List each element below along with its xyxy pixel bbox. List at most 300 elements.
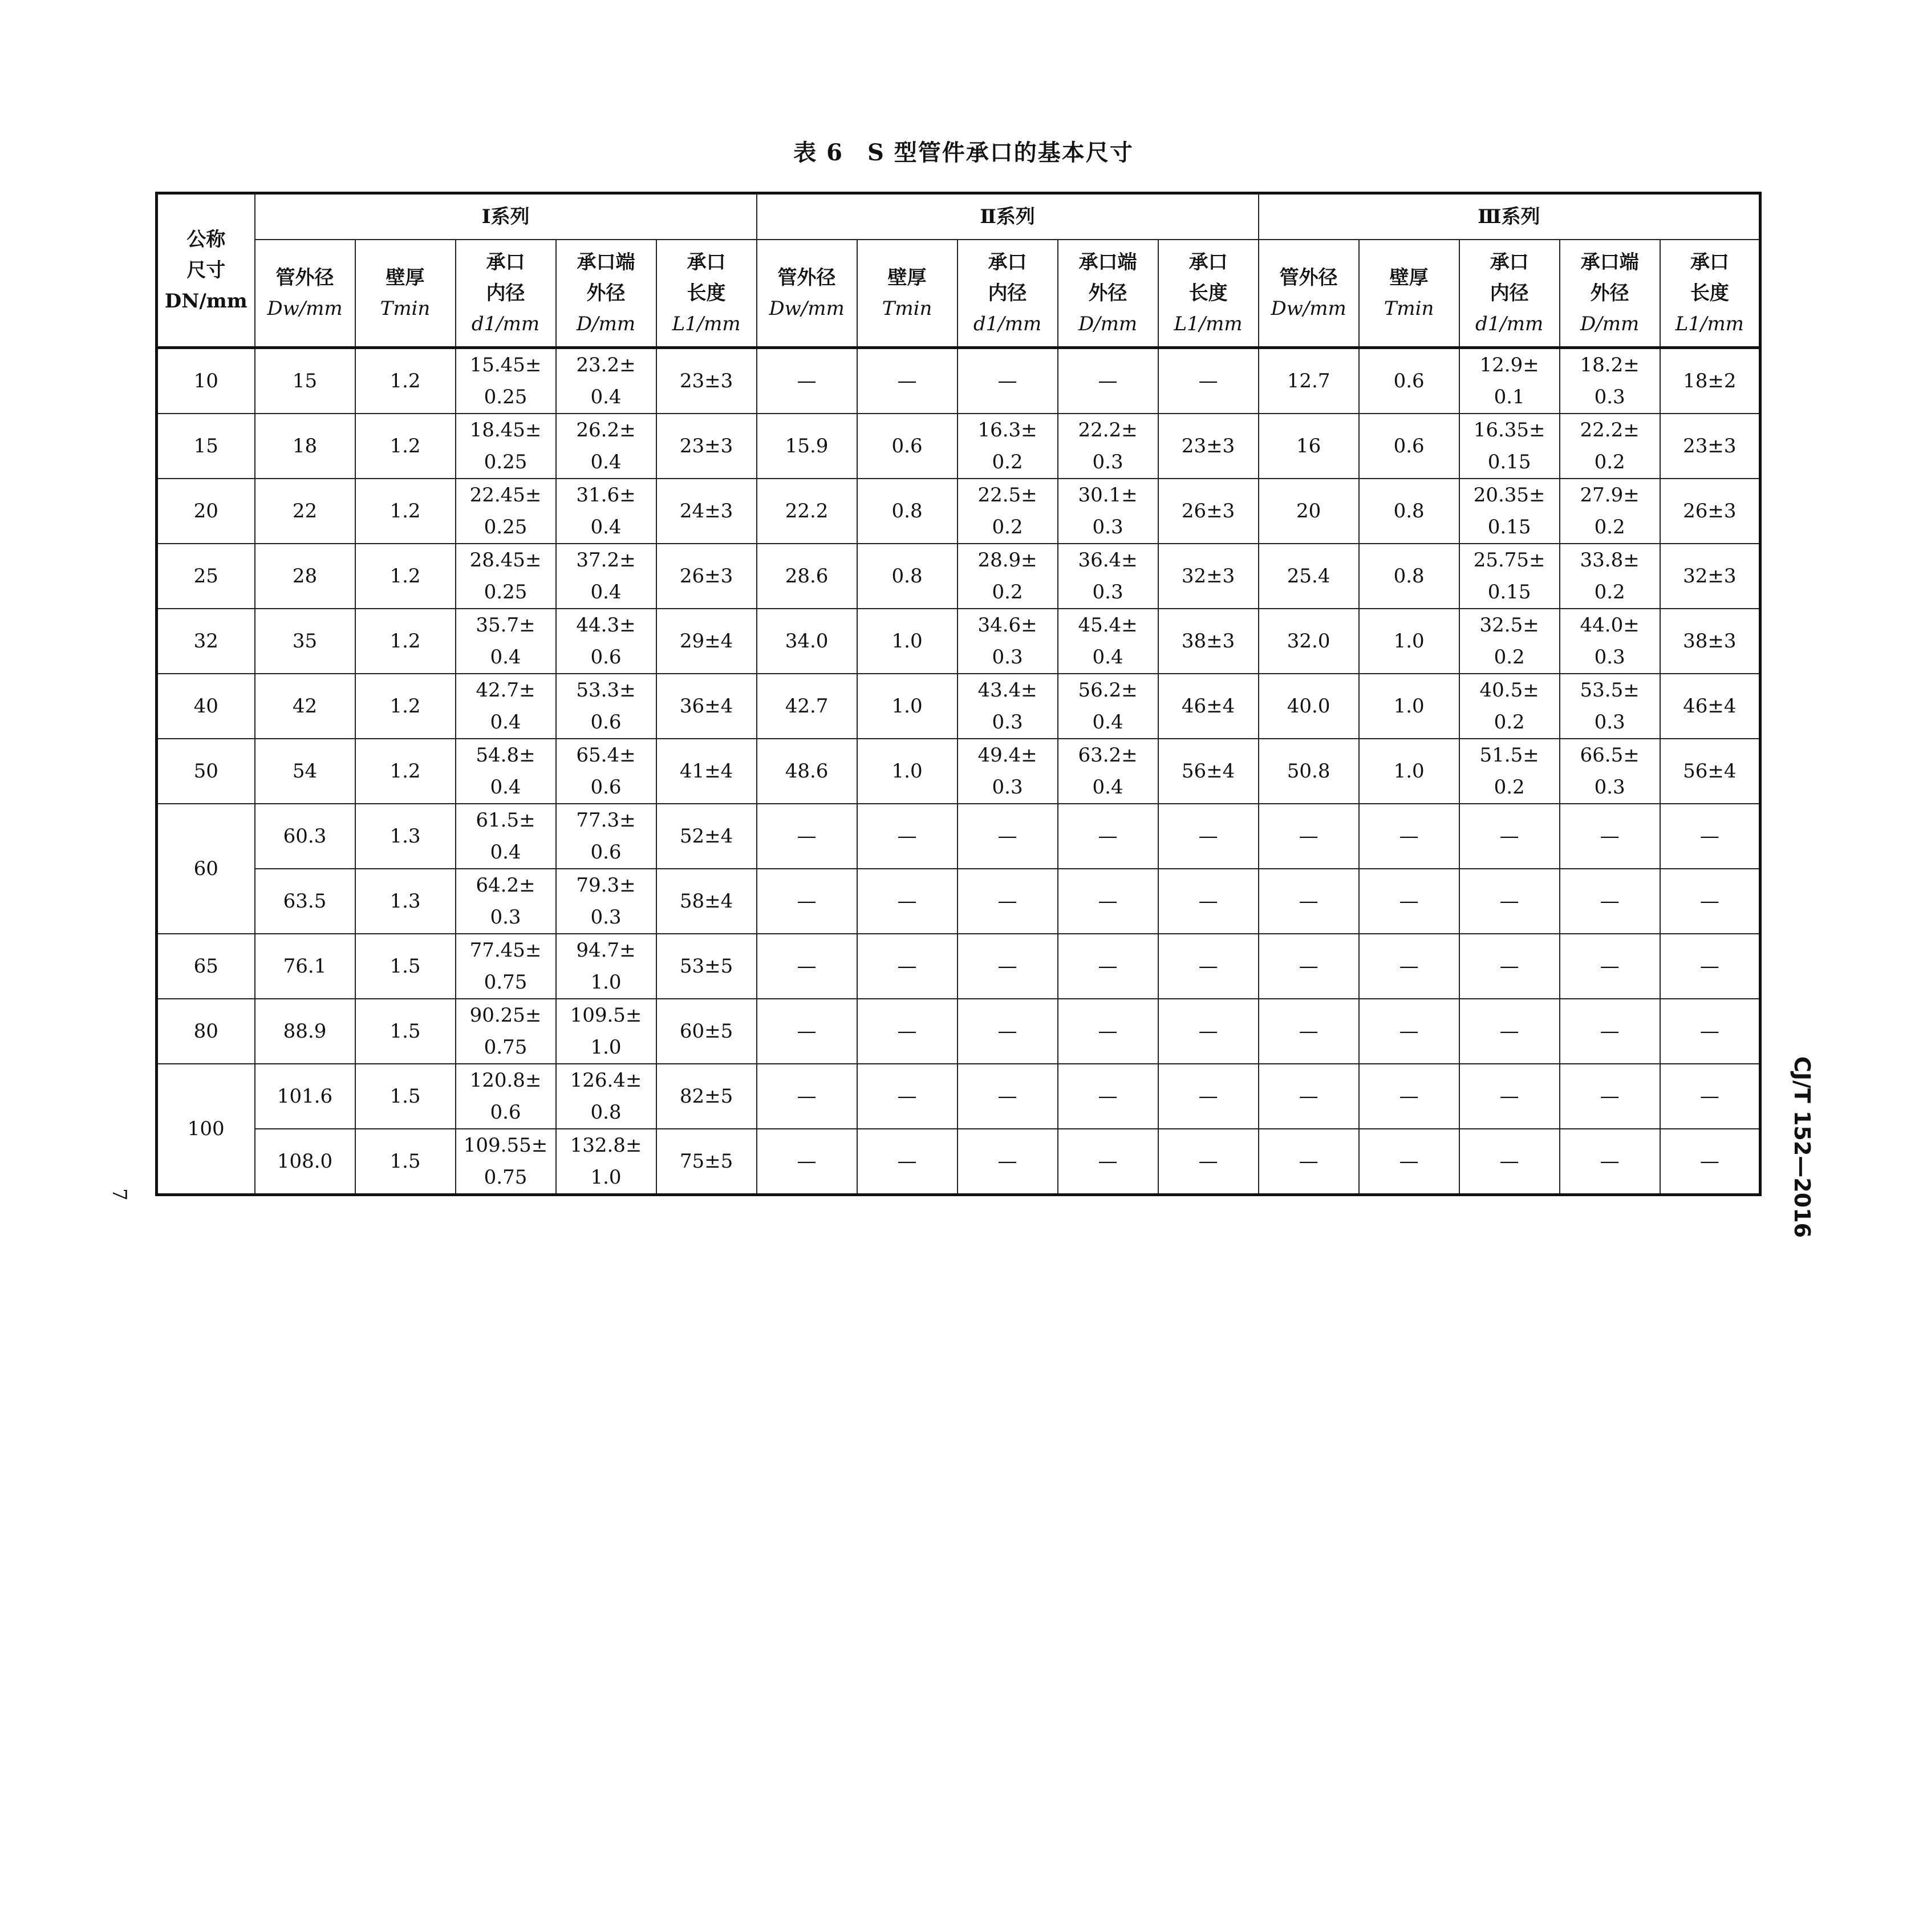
table-cell: 48.6 xyxy=(757,739,857,804)
page-number: 7 xyxy=(107,1188,131,1201)
cell-line: 32.5± xyxy=(1479,614,1539,637)
cell-line: 0.25 xyxy=(484,451,528,473)
table-cell: 1.0 xyxy=(1359,674,1459,739)
cell-line: 0.4 xyxy=(490,841,521,864)
cell-line: 0.25 xyxy=(484,516,528,538)
table-cell: 0.8 xyxy=(1359,479,1459,544)
table-cell: — xyxy=(1459,869,1560,934)
column-header-line: 承口 xyxy=(687,251,726,274)
cell-line: 79.3± xyxy=(576,874,636,897)
table-cell: 0.6 xyxy=(1359,348,1459,414)
table-cell xyxy=(456,609,556,674)
table-cell: — xyxy=(1058,869,1158,934)
column-header-line: 长度 xyxy=(1690,282,1729,305)
cell-line: 0.6 xyxy=(590,776,622,799)
column-header xyxy=(1058,240,1158,348)
table-cell: 1.0 xyxy=(1359,609,1459,674)
table-cell: — xyxy=(1259,804,1359,869)
table-cell: 22.2 xyxy=(757,479,857,544)
cell-line: 0.3 xyxy=(1092,516,1123,538)
cell-line: 0.75 xyxy=(484,1036,528,1059)
nominal-size-cell: 40 xyxy=(157,674,255,739)
table-cell: 56±4 xyxy=(1660,739,1760,804)
table-cell: — xyxy=(1660,1129,1760,1195)
table-cell: 23±3 xyxy=(656,414,757,479)
table-cell: — xyxy=(958,1064,1058,1129)
column-header-line: 内径 xyxy=(988,282,1027,305)
column-header xyxy=(958,240,1058,348)
table-cell: 38±3 xyxy=(1660,609,1760,674)
cell-line: 22.2± xyxy=(1580,419,1640,442)
column-header-line: 外径 xyxy=(586,282,626,305)
cell-line: 0.15 xyxy=(1487,516,1531,538)
cell-line: 0.15 xyxy=(1487,451,1531,473)
column-header-line: Tmin xyxy=(1384,297,1434,320)
table-cell xyxy=(1560,348,1660,414)
cell-line: 0.2 xyxy=(992,581,1023,604)
column-header-line: 壁厚 xyxy=(386,266,425,289)
table-cell: — xyxy=(1660,869,1760,934)
cell-line: 1.0 xyxy=(590,1166,622,1189)
table-cell xyxy=(1560,674,1660,739)
table-cell: — xyxy=(1359,934,1459,999)
table-cell xyxy=(556,544,656,609)
table-cell: 0.8 xyxy=(857,544,958,609)
table-cell: 26±3 xyxy=(656,544,757,609)
nominal-size-cell: 50 xyxy=(157,739,255,804)
cell-line: 30.1± xyxy=(1078,484,1138,507)
table-cell: — xyxy=(1560,869,1660,934)
cell-line: 61.5± xyxy=(476,809,535,832)
cell-line: 53.3± xyxy=(576,679,636,702)
table-cell xyxy=(1058,414,1158,479)
table-cell: — xyxy=(958,869,1058,934)
table-cell xyxy=(456,674,556,739)
table-row xyxy=(157,1129,1760,1195)
cell-line: 0.4 xyxy=(490,646,521,669)
table-cell: 23±3 xyxy=(1660,414,1760,479)
cell-line: 34.6± xyxy=(977,614,1037,637)
cell-line: 16.35± xyxy=(1473,419,1545,442)
table-cell: — xyxy=(1158,804,1259,869)
cell-line: 64.2± xyxy=(476,874,535,897)
cell-line: 26.2± xyxy=(576,419,636,442)
cell-line: 0.1 xyxy=(1494,386,1525,408)
column-header-line: 管外径 xyxy=(275,266,334,289)
cell-line: 12.9± xyxy=(1479,354,1539,376)
table-cell: 42.7 xyxy=(757,674,857,739)
table-row xyxy=(157,739,1760,804)
table-cell: 1.0 xyxy=(857,674,958,739)
table-cell xyxy=(958,414,1058,479)
table-cell: — xyxy=(1560,934,1660,999)
cell-line: 0.3 xyxy=(490,906,521,929)
table-cell: 32±3 xyxy=(1660,544,1760,609)
cell-line: 0.3 xyxy=(1594,776,1625,799)
cell-line: 0.6 xyxy=(590,841,622,864)
cell-line: 0.3 xyxy=(590,906,622,929)
table-cell: 108.0 xyxy=(255,1129,355,1195)
table-cell: 1.0 xyxy=(857,739,958,804)
table-row xyxy=(157,414,1760,479)
table-cell: — xyxy=(1158,1064,1259,1129)
table-cell: 12.7 xyxy=(1259,348,1359,414)
column-header-line: 长度 xyxy=(1188,282,1228,305)
column-header-line: D/mm xyxy=(1078,313,1138,335)
column-header-line: L1/mm xyxy=(1174,313,1243,335)
cell-line: 43.4± xyxy=(977,679,1037,702)
series-header-row xyxy=(157,193,1760,240)
nominal-header-line: 公称 xyxy=(186,228,226,251)
cell-line: 33.8± xyxy=(1580,549,1640,572)
cell-line: 0.2 xyxy=(1594,451,1625,473)
table-row xyxy=(157,1064,1760,1129)
column-header xyxy=(857,240,958,348)
table-cell: — xyxy=(857,1129,958,1195)
column-header-line: 外径 xyxy=(1590,282,1629,305)
column-header xyxy=(1660,240,1760,348)
table-cell: — xyxy=(1058,1064,1158,1129)
table-cell xyxy=(1560,479,1660,544)
table-cell: 1.2 xyxy=(355,414,456,479)
table-cell xyxy=(1058,739,1158,804)
table-cell: — xyxy=(958,1129,1058,1195)
series-header: Ⅰ系列 xyxy=(255,193,757,240)
table-cell: — xyxy=(1459,934,1560,999)
table-cell: 56±4 xyxy=(1158,739,1259,804)
table-cell: 53±5 xyxy=(656,934,757,999)
table-cell xyxy=(958,674,1058,739)
table-cell xyxy=(958,609,1058,674)
table-cell xyxy=(1459,544,1560,609)
table-cell: 88.9 xyxy=(255,999,355,1064)
cell-line: 0.6 xyxy=(490,1101,521,1124)
cell-line: 0.3 xyxy=(1594,711,1625,734)
table-cell: — xyxy=(1359,1064,1459,1129)
table-cell: 76.1 xyxy=(255,934,355,999)
table-cell: — xyxy=(1359,869,1459,934)
column-header xyxy=(656,240,757,348)
cell-line: 132.8± xyxy=(570,1134,642,1157)
column-header-line: 壁厚 xyxy=(887,266,927,289)
table-cell: 20 xyxy=(1259,479,1359,544)
column-header-line: Tmin xyxy=(380,297,431,320)
table-cell: — xyxy=(958,934,1058,999)
table-cell: — xyxy=(1660,999,1760,1064)
table-row xyxy=(157,804,1760,869)
table-cell: 60.3 xyxy=(255,804,355,869)
column-header-line: 内径 xyxy=(486,282,525,305)
table-cell xyxy=(958,479,1058,544)
cell-line: 37.2± xyxy=(576,549,636,572)
table-cell xyxy=(556,999,656,1064)
table-cell: 58±4 xyxy=(656,869,757,934)
table-cell xyxy=(1459,674,1560,739)
table-cell: — xyxy=(1459,804,1560,869)
table-cell xyxy=(456,999,556,1064)
table-cell xyxy=(556,934,656,999)
table-cell: — xyxy=(1158,869,1259,934)
cell-line: 20.35± xyxy=(1473,484,1545,507)
table-cell xyxy=(1560,739,1660,804)
table-cell xyxy=(456,869,556,934)
table-row xyxy=(157,934,1760,999)
table-cell: 60±5 xyxy=(656,999,757,1064)
table-cell: 34.0 xyxy=(757,609,857,674)
column-header-line: L1/mm xyxy=(1675,313,1744,335)
table-cell: 23±3 xyxy=(1158,414,1259,479)
table-cell: — xyxy=(1158,999,1259,1064)
table-cell: 1.2 xyxy=(355,348,456,414)
column-header-line: Dw/mm xyxy=(1271,297,1346,320)
table-cell xyxy=(1560,414,1660,479)
cell-line: 56.2± xyxy=(1078,679,1138,702)
table-cell: 54 xyxy=(255,739,355,804)
table-cell: 35 xyxy=(255,609,355,674)
table-cell xyxy=(1459,414,1560,479)
column-header xyxy=(1359,240,1459,348)
table-cell: — xyxy=(1660,934,1760,999)
table-cell xyxy=(456,414,556,479)
cell-line: 0.2 xyxy=(1594,581,1625,604)
cell-line: 0.4 xyxy=(1092,711,1123,734)
column-header-line: 承口端 xyxy=(1078,251,1137,274)
table-cell: 36±4 xyxy=(656,674,757,739)
cell-line: 28.9± xyxy=(977,549,1037,572)
column-header xyxy=(556,240,656,348)
table-cell: — xyxy=(757,1129,857,1195)
table-cell: — xyxy=(1359,1129,1459,1195)
cell-line: 109.5± xyxy=(570,1004,642,1027)
cell-line: 0.3 xyxy=(1594,646,1625,669)
nominal-size-cell: 32 xyxy=(157,609,255,674)
cell-line: 44.3± xyxy=(576,614,636,637)
table-cell xyxy=(556,1129,656,1195)
table-cell: 1.3 xyxy=(355,869,456,934)
cell-line: 0.75 xyxy=(484,971,528,994)
table-cell: — xyxy=(1560,1129,1660,1195)
table-cell xyxy=(556,804,656,869)
cell-line: 0.25 xyxy=(484,581,528,604)
table-cell xyxy=(456,1064,556,1129)
column-header xyxy=(1459,240,1560,348)
cell-line: 0.6 xyxy=(590,711,622,734)
table-cell: 26±3 xyxy=(1158,479,1259,544)
table-cell xyxy=(456,348,556,414)
cell-line: 0.4 xyxy=(490,776,521,799)
cell-line: 27.9± xyxy=(1580,484,1640,507)
table-cell: — xyxy=(857,869,958,934)
column-header xyxy=(1560,240,1660,348)
table-cell xyxy=(1560,609,1660,674)
table-row xyxy=(157,674,1760,739)
table-cell: — xyxy=(1058,1129,1158,1195)
cell-line: 31.6± xyxy=(576,484,636,507)
cell-line: 28.45± xyxy=(469,549,542,572)
column-header-line: d1/mm xyxy=(471,313,540,335)
column-header xyxy=(456,240,556,348)
nominal-size-cell: 10 xyxy=(157,348,255,414)
table-cell xyxy=(556,869,656,934)
cell-line: 0.4 xyxy=(590,516,622,538)
table-cell: — xyxy=(1058,999,1158,1064)
table-cell: 1.2 xyxy=(355,739,456,804)
table-row xyxy=(157,479,1760,544)
table-cell: — xyxy=(1560,1064,1660,1129)
table-cell xyxy=(456,934,556,999)
column-header-line: 管外径 xyxy=(1279,266,1338,289)
cell-line: 25.75± xyxy=(1473,549,1545,572)
column-header-line: Dw/mm xyxy=(267,297,343,320)
cell-line: 15.45± xyxy=(469,354,542,376)
table-cell: 32.0 xyxy=(1259,609,1359,674)
table-cell: 1.5 xyxy=(355,934,456,999)
nominal-header-line: DN/mm xyxy=(164,290,248,313)
cell-line: 45.4± xyxy=(1078,614,1138,637)
table-row xyxy=(157,869,1760,934)
table-row xyxy=(157,348,1760,414)
table-cell: — xyxy=(1158,934,1259,999)
cell-line: 63.2± xyxy=(1078,744,1138,767)
table-cell: 1.2 xyxy=(355,544,456,609)
column-header xyxy=(355,240,456,348)
cell-line: 16.3± xyxy=(977,419,1037,442)
cell-line: 94.7± xyxy=(576,939,636,962)
cell-line: 0.6 xyxy=(590,646,622,669)
table-cell: 1.2 xyxy=(355,609,456,674)
table-caption: 表 6 S 型管件承口的基本尺寸 xyxy=(793,139,1134,166)
table-cell xyxy=(1459,609,1560,674)
column-header-line: 内径 xyxy=(1490,282,1529,305)
table-cell: 29±4 xyxy=(656,609,757,674)
socket-dimensions-table xyxy=(155,192,1762,1196)
table-cell xyxy=(1459,479,1560,544)
column-header-line: L1/mm xyxy=(672,313,741,335)
column-header xyxy=(255,240,355,348)
table-cell: 0.6 xyxy=(1359,414,1459,479)
cell-line: 109.55± xyxy=(463,1134,548,1157)
column-header-line: D/mm xyxy=(576,313,636,335)
cell-line: 0.3 xyxy=(992,711,1023,734)
cell-line: 0.3 xyxy=(1594,386,1625,408)
table-cell: 25.4 xyxy=(1259,544,1359,609)
table-cell: — xyxy=(857,804,958,869)
cell-line: 0.2 xyxy=(1494,711,1525,734)
cell-line: 0.4 xyxy=(590,386,622,408)
table-cell xyxy=(556,739,656,804)
table-row xyxy=(157,609,1760,674)
nominal-size-cell: 20 xyxy=(157,479,255,544)
table-cell: — xyxy=(1359,804,1459,869)
table-cell: — xyxy=(1560,999,1660,1064)
table-cell: 28.6 xyxy=(757,544,857,609)
table-cell: 15 xyxy=(255,348,355,414)
table-cell xyxy=(1459,348,1560,414)
table-cell xyxy=(556,348,656,414)
cell-line: 0.3 xyxy=(1092,451,1123,473)
nominal-size-cell: 60 xyxy=(157,804,255,934)
table-cell xyxy=(958,544,1058,609)
cell-line: 0.15 xyxy=(1487,581,1531,604)
table-cell: — xyxy=(1158,1129,1259,1195)
table-cell: 32±3 xyxy=(1158,544,1259,609)
table-cell: 26±3 xyxy=(1660,479,1760,544)
cell-line: 120.8± xyxy=(469,1069,542,1092)
table-cell: — xyxy=(1259,934,1359,999)
column-header-line: 承口端 xyxy=(577,251,635,274)
cell-line: 0.4 xyxy=(1092,646,1123,669)
cell-line: 49.4± xyxy=(977,744,1037,767)
table-cell: 16 xyxy=(1259,414,1359,479)
cell-line: 22.2± xyxy=(1078,419,1138,442)
table-cell xyxy=(1058,544,1158,609)
table-cell: — xyxy=(1459,999,1560,1064)
cell-line: 42.7± xyxy=(476,679,535,702)
column-header-line: Dw/mm xyxy=(769,297,845,320)
table-cell: 1.5 xyxy=(355,1129,456,1195)
column-header-line: 承口 xyxy=(1690,251,1729,274)
cell-line: 51.5± xyxy=(1479,744,1539,767)
table-cell: 63.5 xyxy=(255,869,355,934)
table-cell xyxy=(556,1064,656,1129)
table-cell xyxy=(556,414,656,479)
cell-line: 0.3 xyxy=(1092,581,1123,604)
table-cell: — xyxy=(1259,999,1359,1064)
column-header-line: 承口 xyxy=(1188,251,1228,274)
column-header-line: 壁厚 xyxy=(1389,266,1429,289)
table-cell: 24±3 xyxy=(656,479,757,544)
cell-line: 22.45± xyxy=(469,484,542,507)
table-cell: 0.8 xyxy=(1359,544,1459,609)
table-cell xyxy=(456,544,556,609)
table-cell: 1.3 xyxy=(355,804,456,869)
table-cell: — xyxy=(1259,869,1359,934)
table-cell xyxy=(556,479,656,544)
table-cell: 1.0 xyxy=(857,609,958,674)
table-cell: 75±5 xyxy=(656,1129,757,1195)
cell-line: 44.0± xyxy=(1580,614,1640,637)
column-header-line: 外径 xyxy=(1088,282,1127,305)
table-cell: — xyxy=(757,869,857,934)
table-cell: 18 xyxy=(255,414,355,479)
column-header-line: d1/mm xyxy=(1475,313,1544,335)
table-cell xyxy=(456,804,556,869)
table-cell: — xyxy=(1560,804,1660,869)
column-header-line: 承口端 xyxy=(1580,251,1639,274)
table-cell: — xyxy=(857,999,958,1064)
table-cell xyxy=(1058,609,1158,674)
series-header: Ⅱ系列 xyxy=(757,193,1259,240)
cell-line: 0.25 xyxy=(484,386,528,408)
column-header-line: 承口 xyxy=(988,251,1027,274)
table-cell xyxy=(456,1129,556,1195)
table-cell: 42 xyxy=(255,674,355,739)
table-cell xyxy=(556,609,656,674)
cell-line: 0.2 xyxy=(992,451,1023,473)
table-cell: 15.9 xyxy=(757,414,857,479)
table-cell: — xyxy=(1058,804,1158,869)
nominal-size-cell: 15 xyxy=(157,414,255,479)
table-cell: — xyxy=(958,804,1058,869)
table-cell: — xyxy=(757,999,857,1064)
cell-line: 22.5± xyxy=(977,484,1037,507)
standard-code: CJ/T 152—2016 xyxy=(1790,1056,1815,1238)
table-cell: 18±2 xyxy=(1660,348,1760,414)
column-header-line: d1/mm xyxy=(973,313,1042,335)
cell-line: 0.3 xyxy=(992,776,1023,799)
table-cell: — xyxy=(1459,1064,1560,1129)
table-cell: 23±3 xyxy=(656,348,757,414)
